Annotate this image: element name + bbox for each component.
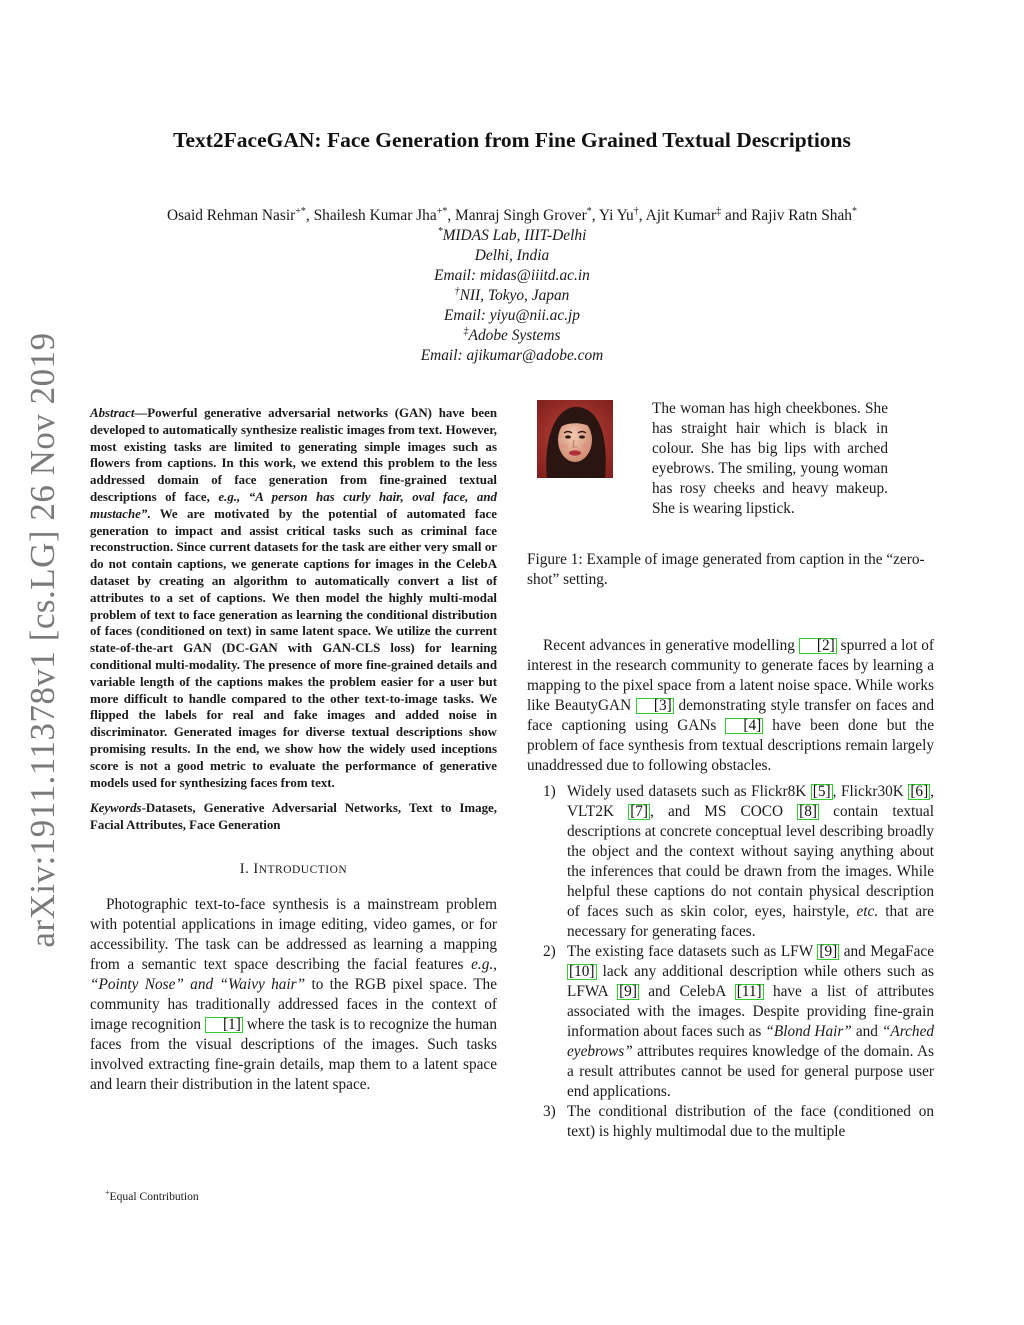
author-mark: +* [295,205,306,217]
figure-description: The woman has high cheekbones. She has straight hair which is black in colour. She has big lips with arched eyebrows. The smiling, young woman has rosy cheeks and heavy makeup. She is wearing lipstick. [652,400,888,517]
body-text: where the task is to recognize the human faces from the visual descriptions of the images. Such tasks involved extracting fine-grain details, map them to a latent space and learn their distribution in the latent space. [90,1015,497,1093]
and-word: and [725,207,748,224]
citation-link[interactable]: [5] [812,783,831,800]
abstract-example: e.g., “A person has curly hair, oval face, and mustache” [90,489,497,521]
affiliation-line [0,226,1024,246]
body-text: , and MS COCO [650,803,784,820]
body-text: and CelebA [648,983,726,1000]
abstract-label: Abstract [90,406,135,420]
footnote [105,1188,199,1203]
list-number: 2) [543,943,556,960]
citation-link[interactable]: [4] [725,718,763,734]
body-text: The conditional distribution of the face (conditioned on text) is highly multimodal due to the multiple [567,1103,934,1140]
affiliation-mark: * [437,225,443,237]
citation-link[interactable]: [10] [569,963,595,980]
affiliation-mark: † [454,285,460,297]
citation-link[interactable]: [3] [636,698,674,714]
section-title-initial: I [253,860,259,877]
list-item [527,1102,934,1142]
author-mark: +* [436,205,448,217]
author-name: Rajiv Ratn Shah [751,207,852,224]
author-mark: * [851,205,857,217]
body-text: and [855,1023,878,1040]
list-item [527,782,934,942]
citation-link[interactable]: [2] [799,638,837,654]
body-text: The existing face datasets such as LFW [567,943,813,960]
author-name: Osaid Rehman Nasir [167,207,296,224]
body-text: lack any additional description while others such as LFWA [567,963,934,1000]
body-text: , VLT2K [567,783,934,820]
citation-link[interactable]: [9] [819,943,838,960]
abstract [90,405,497,791]
intro-paragraph [527,636,934,776]
footnote-mark: + [105,1188,110,1197]
body-text: spurred a lot of interest in the research community to generate faces by learning a mapping to the pixel space from a latent noise space. While works like BeautyGAN [527,637,934,714]
list-item [527,942,934,1102]
body-text: and MegaFace [843,943,934,960]
arxiv-stamp: arXiv:1911.11378v1 [cs.LG] 26 Nov 2019 [23,332,62,948]
author-name: Manraj Singh Grover [455,207,587,224]
paper-title: Text2FaceGAN: Face Generation from Fine Grained Textual Descriptions [173,128,851,152]
obstacle-list [527,782,934,1142]
keywords-label: Keywords [90,801,142,816]
section-title-rest: NTRODUCTION [258,863,348,876]
affiliation-name: Adobe Systems [468,327,561,344]
body-text: to the RGB pixel space. The community has traditionally addressed faces in the context of image recognition [90,975,497,1033]
affiliation-line [0,286,1024,306]
author-mark: * [586,205,592,217]
author-mark: ‡ [716,205,722,217]
figure-caption: Figure 1: Example of image generated from caption in the “zero-shot” setting. [527,551,925,588]
citation-link[interactable]: [11] [736,983,762,1000]
keywords-text: -Datasets, Generative Adversarial Networks, Text to Image, Facial Attributes, Face Generation [90,801,497,833]
citation-link[interactable]: [7] [630,803,649,820]
intro-example: e.g., “Pointy Nose” and “Waivy hair” [90,955,498,993]
abstract-text: . We are motivated by the potential of automated face generation to impact and assist critical tasks such as criminal face reconstruction. Since current datasets for the task are either very small or do not contain captions, we generate captions for images in the CelebA dataset by creating an algorithm to automatically convert a list of attributes to a set of captions. We then model the highly multi-modal problem of text to face generation as learning the conditional distribution of faces (conditioned on text) in same latent space. We utilize the current state-of-the-art GAN (DC-GAN with GAN-CLS loss) for learning conditional multi-modality. The presence of more fine-grained details and variable length of the captions makes the problem easier for a user but more difficult to handle compared to the other text-to-image tasks. We flipped the labels for real and fake images and added noise in discriminator. Generated images for diverse textual descriptions show promising results. In the end, we show how the widely used inceptions score is not a good metric to evaluate the performance of generative models used for synthesizing faces from text. [90,506,497,790]
quoted-attribute: “Blond Hair” [765,1023,852,1040]
citation-link[interactable]: [9] [619,983,637,1000]
affiliation-email: Email: ajikumar@adobe.com [420,347,604,364]
citation-link[interactable]: [1] [205,1017,243,1033]
author-name: Ajit Kumar [645,207,717,224]
affiliation-email: Email: yiyu@nii.ac.jp [444,307,580,324]
body-text: have been done but the problem of face synthesis from textual descriptions remain largely unaddressed due to following obstacles. [527,717,934,774]
right-column [527,636,934,1142]
figure-face-image [537,400,613,478]
section-heading [90,861,497,878]
author-name: Shailesh Kumar Jha [313,207,437,224]
etc-text: etc. [856,903,879,920]
footnote-text: Equal Contribution [109,1189,199,1203]
author-mark: † [633,205,639,217]
body-text: demonstrating style transfer on faces and face captioning using GANs [527,697,935,734]
keywords [90,800,497,834]
face-illustration [537,400,613,478]
affiliation-name: NII, Tokyo, Japan [459,287,570,304]
intro-paragraph [90,895,497,1095]
body-text: attributes requires knowledge of the domain. As a result attributes cannot be used for general purpose user end applications. [567,1043,935,1100]
author-block [0,206,1024,366]
affiliation-email: Email: midas@iiitd.ac.in [434,267,590,284]
affiliation-mark: ‡ [463,325,469,337]
quoted-attribute: “Arched eyebrows” [567,1023,935,1060]
body-text: Recent advances in generative modelling [543,637,795,654]
section-number: I. [239,860,250,877]
list-number: 3) [543,1103,556,1120]
body-text: have a list of attributes associated with the images. Despite providing fine-grain information about faces such as [567,983,935,1040]
citation-link[interactable]: [8] [799,803,818,820]
body-text: , Flickr30K [832,783,904,800]
body-text: Widely used datasets such as Flickr8K [567,783,807,800]
affiliation-location: Delhi, India [474,247,550,264]
body-text: Photographic text-to-face synthesis is a mainstream problem with potential applications in image editing, video games, or for accessibility. The task can be addressed as learning a mapping from a semantic text space describing the facial features [90,895,497,973]
affiliation-line [0,326,1024,346]
list-number: 1) [543,783,556,800]
author-line: Osaid Rehman Nasir+*, Shailesh Kumar Jha+*, Manraj Singh Grover*, Yi Yu†, Ajit Kumar‡ and Rajiv Ratn Shah* [167,205,857,224]
abstract-text: —Powerful generative adversarial networks (GAN) have been developed to automatically synthesize realistic images from text. However, most existing tasks are limited to generating simple images such as flowers from captions. In this work, we extend this problem to the less addressed domain of face generation from fine-grained textual descriptions of face, [90,406,497,504]
left-column [90,405,497,1095]
citation-link[interactable]: [6] [910,783,929,800]
body-text: that are necessary for generating faces. [567,903,935,940]
affiliation-name: MIDAS Lab, IIIT-Delhi [442,227,587,244]
body-text: contain textual descriptions at concrete conceptual level describing broadly the object and the context without saying anything about the inferences that could be drawn from the images. While helpful these captions do not contain physical description of faces such as skin color, eyes, hairstyle, [567,803,934,920]
author-name: Yi Yu [598,207,634,224]
